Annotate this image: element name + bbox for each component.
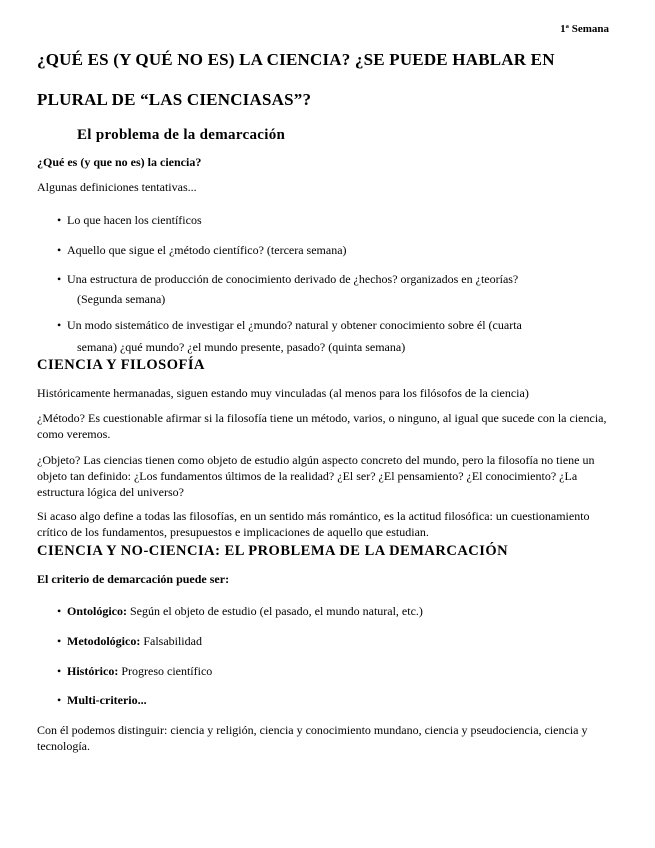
- bullet-icon: •: [57, 213, 62, 227]
- page-title-line-2: PLURAL DE “LAS CIENCIASAS”?: [37, 90, 312, 109]
- week-label: 1ª Semana: [560, 23, 609, 35]
- section-question: ¿Qué es (y que no es) la ciencia?: [37, 155, 202, 169]
- paragraph: ¿Método? Es cuestionable afirmar si la filosofía tiene un método, varios, o ninguno, al igual que sucede con la ciencia, como veremos.: [37, 411, 607, 441]
- list-item-text: Progreso científico: [118, 664, 213, 678]
- paragraph: Si acaso algo define a todas las filosofías, en un sentido más romántico, es la actitud filosófica: un cuestionamiento crítico de los fundamentos, presupuestos e implicaciones de aquello que estudian.: [37, 509, 590, 539]
- list-item-continuation: semana) ¿qué mundo? ¿el mundo presente, pasado? (quinta semana): [77, 340, 406, 354]
- list-item-text: Una estructura de producción de conocimiento derivado de ¿hechos? organizados en ¿teorías?: [67, 272, 519, 286]
- intro-text: Algunas definiciones tentativas...: [37, 180, 197, 194]
- list-item: [57, 634, 202, 649]
- list-item: [57, 693, 147, 708]
- bullet-icon: •: [57, 318, 62, 332]
- section-heading-ciencia-filosofia: CIENCIA Y FILOSOFÍA: [37, 357, 205, 373]
- bullet-icon: •: [57, 693, 62, 707]
- list-item: [57, 213, 202, 228]
- list-item-text: Falsabilidad: [140, 634, 202, 648]
- list-item: [57, 664, 212, 679]
- list-item-text: Aquello que sigue el ¿método científico? (tercera semana): [67, 243, 347, 257]
- list-item-text: Lo que hacen los científicos: [67, 213, 202, 227]
- bullet-icon: •: [57, 634, 62, 648]
- section-heading-demarcacion: CIENCIA Y NO-CIENCIA: EL PROBLEMA DE LA DEMARCACIÓN: [37, 543, 509, 559]
- bullet-icon: •: [57, 664, 62, 678]
- bullet-icon: •: [57, 272, 62, 286]
- list-item: [57, 318, 522, 333]
- list-item-label: Ontológico:: [67, 604, 127, 618]
- bullet-icon: •: [57, 243, 62, 257]
- list-item: [57, 272, 518, 287]
- criterion-label: El criterio de demarcación puede ser:: [37, 572, 230, 586]
- list-item-continuation: (Segunda semana): [77, 292, 166, 306]
- list-item-label: Metodológico:: [67, 634, 141, 648]
- list-item: [57, 604, 423, 619]
- list-item-label: Histórico:: [67, 664, 119, 678]
- paragraph: Históricamente hermanadas, siguen estando muy vinculadas (al menos para los filósofos de la ciencia): [37, 386, 529, 400]
- subtitle: El problema de la demarcación: [77, 127, 286, 143]
- bullet-icon: •: [57, 604, 62, 618]
- paragraph: ¿Objeto? Las ciencias tienen como objeto de estudio algún aspecto concreto del mundo, pero la filosofía no tiene un objeto tan definido: ¿Los fundamentos últimos de la realidad? ¿El ser? ¿El pensamiento? ¿El conocimiento? ¿La estructura lógica del universo?: [37, 453, 595, 499]
- list-item-text: Según el objeto de estudio (el pasado, el mundo natural, etc.): [127, 604, 423, 618]
- list-item: [57, 243, 347, 258]
- closing-paragraph: Con él podemos distinguir: ciencia y religión, ciencia y conocimiento mundano, ciencia y pseudociencia, ciencia y tecnología.: [37, 723, 588, 753]
- list-item-label: Multi-criterio...: [67, 693, 147, 707]
- list-item-text: Un modo sistemático de investigar el ¿mundo? natural y obtener conocimiento sobre él (cuarta: [67, 318, 522, 332]
- page-title-line-1: ¿QUÉ ES (Y QUÉ NO ES) LA CIENCIA? ¿SE PUEDE HABLAR EN: [37, 50, 555, 69]
